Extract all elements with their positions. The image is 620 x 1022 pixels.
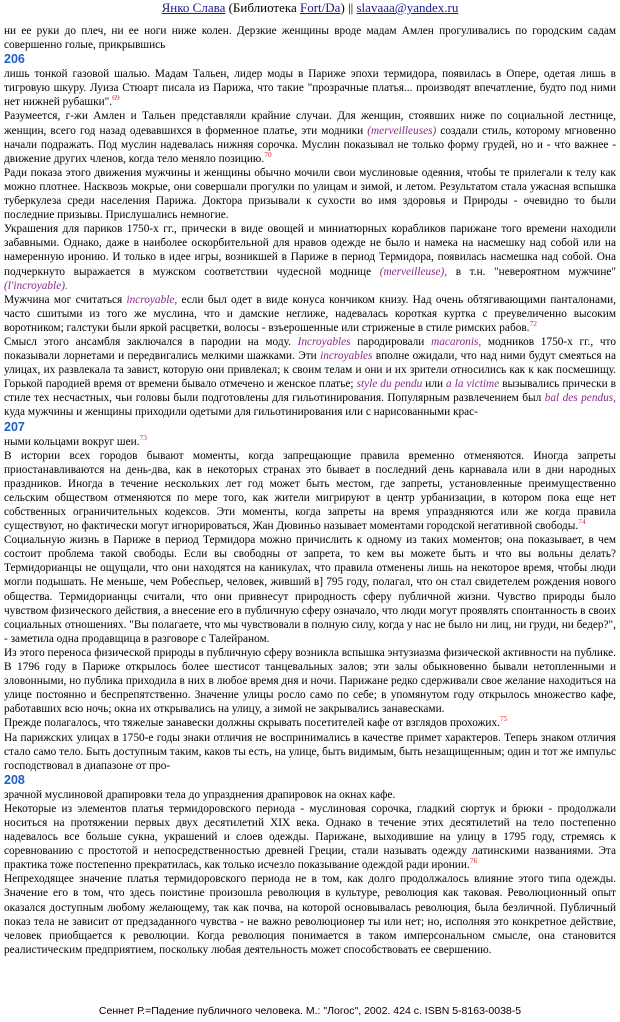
footnote-69[interactable]: 69 (112, 93, 120, 103)
paragraph: ни ее руки до плеч, ни ее ноги ниже колен. Дерзкие женщины вроде мадам Амлен прогуливались по городским садам совершенно голые, прикрывшись (4, 25, 616, 52)
paragraph: Смысл этого ансамбля заключался в пародии на моду. Incroyables пародировали macaronis, модников 1750-х гг., что показывали лорнетами и передвигались мелкими шажками. Эти incroyables вполне ожидали, что над ними будут смеяться на улицах, их развлекала та завист, которую они привлекал; к своим телам и они и их зрители относились как к как посмешищу. Горькой пародией время от времени бывало отмечено и женское платье; style du pendu или a la victime вызывались прически в стиле тех несчастных, чьи головы были подготовлены для гильотинирования. Популярным развлечением был bal des pendus, куда мужчины и женщины приходили одетыми для гильотинирования или с нарисованными крас- (4, 335, 616, 419)
italic-term: incroyables (320, 350, 373, 363)
page-content (4, 24, 616, 957)
paragraph: лишь тонкой газовой шалью. Мадам Тальен, лидер моды в Париже эпохи термидора, появилась в Опере, одетая лишь в тигровую шкуру. Луиза Стюарт писала из Парижа, что такие "прозрачные платья... производят впечатление, будто под ними нет нижней рубашки".$^{69}$ (4, 68, 616, 109)
italic-term: incroyable, (126, 293, 178, 306)
paragraph: Социальную жизнь в Париже в период Термидора можно причислить к одному из таких моментов; она показывает, в чем состоит проблема такой свободы. Если вы свободны от запрета, то кем вы можете быть и что вы вольны делать? Термидорианцы не ощущали, что они находятся на каникулах, что правила отменены лишь на некоторое время, чтобы люди могли подышать. Не меньше, чем Робеспьер, человек, живший в] 795 году, полагал, что он стал свидетелем рождения нового общества. Термидорианцы считали, что они привнесут природность сферу публичной жизни. Чувство природы было чувством физического действия, а внесение его в публичную сферу означало, что люди могут проявлять спонтанность в своих социальных отношениях. "Вы полагаете, что мы чувствовали в полную силу, когда у нас не было ни лиц, ни груди, ни бедер?", - заметила одна продавщица в разговоре с Талейраном. (4, 534, 616, 645)
footer-citation: Сеннет Р.=Падение публичного человека. М.: "Логос", 2002. 424 с. ISBN 5-8163-0038-5 (98, 1005, 522, 1017)
page-number-206: 206 (4, 52, 25, 67)
italic-term: (merveilleuse), (379, 265, 448, 278)
paragraph: На парижских улицах в 1750-е годы знаки отличия не воспринимались в качестве примет характеров. Теперь знаком отличия стало само тело. Быть доступным таким, каков ты есть, на улице, быть видимым, быть незащищенным; один и тот же импульс господствовал в диапазоне от про- (4, 731, 616, 772)
email-link[interactable]: slavaaa@yandex.ru (356, 0, 459, 15)
fortda-link[interactable]: Fort/Da (300, 0, 341, 15)
paragraph: зрачной муслиновой драпировки тела до упразднения драпировок на окнах кафе. (4, 788, 396, 801)
footnote-74[interactable]: 74 (578, 517, 586, 527)
page-number-208: 208 (4, 772, 25, 787)
italic-term: bal des pendus, (544, 392, 616, 405)
italic-term: Incroyables (297, 335, 351, 348)
italic-term: macaronis, (431, 335, 482, 348)
italic-term: (merveilleuses) (367, 124, 437, 137)
paragraph: ными кольцами вокруг шеи.$^{73}$ (4, 432, 148, 448)
paragraph: Украшения для париков 1750-х гг., прически в виде овощей и миниатюрных корабликов парижане того времени находили забавными. Однако, даже в наиболее оскорбительной для нравов одежде не было и намека на насмешку над собой или на намеренную иронию. И только в идее игры, возникшей в Париже в период Термидора, появилась насмешка над собой. Она подчеркнуто выражается в мужском соответствии чудесной моднице (merveilleuse), в т.н. "невероятном мужчине" (l'incroyable). (4, 223, 616, 292)
paragraph: В истории всех городов бывают моменты, когда запрещающие правила временно отменяются. Иногда запреты приостанавливаются на день-два, как в некоторых странах это бывает в последний день карнавала или в дни народных праздников. Иногда в течение нескольких лет год может быть местом, где запреты, установленные преимущественно сельским обществом отменяются по мере того, как жители мигрируют в центр урбанизации, в котором пока еще нет собственных ограничительных кодексов. Эти моменты, когда запреты на время упраздняются или же когда правила существуют, но фактически могут игнорироваться, Жан Дювиньо называет моментами городской негативной свободы.$^{74}$ (4, 449, 616, 533)
footnote-70[interactable]: 70 (264, 149, 272, 159)
paragraph: Разумеется, г-жи Амлен и Тальен представляли крайние случаи. Для женщин, стоявших ниже по социальной лестнице, женщин, всего год назад одевавшихся в форменное платье, эти модники (merveilleuses) создали стиль, которому мгновенно начали подражать. Под муслин надевалась нижняя сорочка. Муслин показывал не только форму грудей, но и - что важнее - движение других членов, когда тело меняло позицию.$^{70}$ (4, 110, 617, 165)
footnote-76[interactable]: 76 (469, 856, 478, 866)
footnote-75[interactable]: 75 (499, 714, 508, 724)
footnote-73[interactable]: 73 (139, 432, 148, 442)
paragraph: Ради показа этого движения мужчины и женщины обычно мочили свои муслиновые одеяния, чтобы те прилегали к телу как можно плотнее. Насквозь мокрые, они совершали прогулки по улицам и зимой, и летом. Результатом стала ужасная вспышка туберкулеза среди населения Парижа. Доктора призывали к сухости во имя здоровья и Природы - очевидно то были последние призывы. Прислушались немногие. (4, 166, 616, 222)
paragraph: Прежде полагалось, что тяжелые занавески должны скрывать посетителей кафе от взглядов прохожих.$^{75}$ (4, 714, 508, 730)
author-link[interactable]: Янко Слава (161, 0, 226, 15)
italic-term: (l'incroyable). (4, 279, 68, 292)
page-number-207: 207 (4, 419, 25, 434)
paragraph: Непреходящее значение платья термидоровского периода не в том, как долго продолжалось влияние этого типа одежды. Значение его в том, что здесь поистине произошла революция в культуре, революция как таковая. Революционный опыт оказался доступным любому желающему, так как почва, на которой основывалась революция, была безличной. Публичный показ тела не зависит от предзаданного чувства - не важно революционер ты или нет; но, исполняя это конкретное действие, человек приобщается к революции. Когда революция понимается в таком имперсональном смысле, она становится реалистическим предприятием, поскольку любая деятельность может способствовать ее свершению. (4, 873, 616, 956)
footnote-72[interactable]: 72 (529, 319, 537, 329)
paragraph: Из этого переноса физической природы в публичную сферу возникла вспышка энтузиазма физической активности на публике. В 1796 году в Париже открылось более шестисот танцевальных залов; эти залы обыкновенно бывали нетопленными и зловонными, но публика приходила в них в любое время дня и ночи. Парижане редко сдерживали свое желание находиться на улице постоянно и беспрепятственно. Значение улицы росло само по себе; в упомянутом году открылось множество кафе, работавших всю ночь; окна их открывались на улицу, а зимой не закрывались занавесками. (4, 646, 617, 716)
paragraph: Мужчина мог считаться incroyable, если был одет в виде конуса кончиком книзу. Над очень обтягивающими панталонами, часто сшитыми из того же муслина, что и дамские неглиже, надевалась короткая куртка с преувеличенно высоким воротником; галстуки были яркой расцветки, волосы - взъерошенные или стриженые в стиле римских рабов.$^{72}$ (4, 293, 616, 334)
italic-term: a la victime (446, 378, 500, 391)
library-text: (Библиотека (225, 0, 300, 15)
header (0, 0, 620, 16)
separator-text: ) || (340, 0, 357, 15)
paragraph: Некоторые из элементов платья термидоровского периода - муслиновая сорочка, гладкий сюртук и брюки - продолжали носиться на протяжении первых двух десятилетий XIX века. Однако в течение этих десятилетий на тело постепенно надевалось все больше сукна, украшений и слоев одежды. Парижане, выходившие на улицу в 1795 году, стремясь к соревнованию с простотой и непосредственностью древней Греции, стали называть одежду латинскими названиями. Эта практика тоже постепенно прекратилась, как только исчезло показывание одеждой ради иронии.$^{76}$ (4, 802, 616, 872)
italic-term: style du pendu (356, 378, 423, 391)
